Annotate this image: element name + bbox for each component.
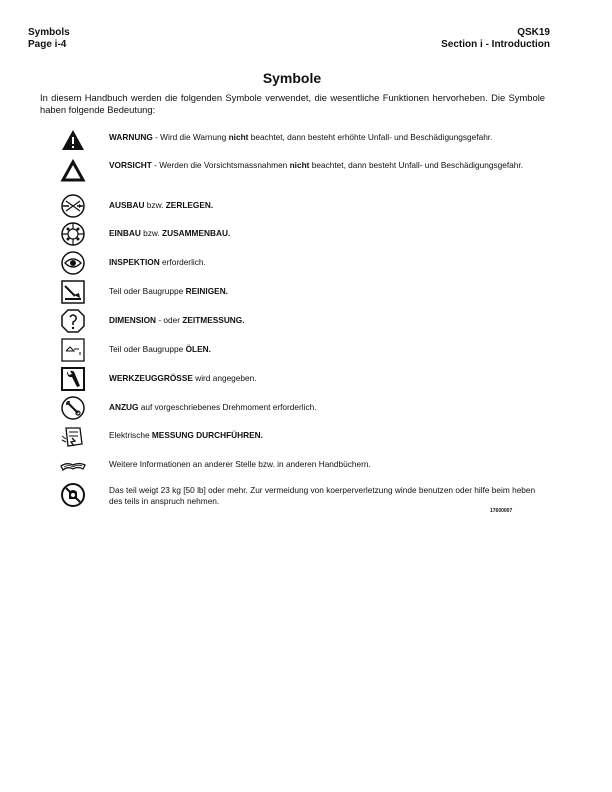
wrench-icon bbox=[60, 366, 86, 392]
inspection-eye-icon bbox=[60, 250, 86, 276]
symbol-description-caution: VORSICHT - Werden die Vorsichtsmassnahmen nicht beachtet, dann besteht Unfall- und Beschädigungsgefahr. bbox=[109, 160, 524, 170]
section-title: Section i - Introduction bbox=[441, 39, 550, 50]
caution-icon bbox=[60, 158, 86, 184]
symbol-description-more-info: Weitere Informationen an anderer Stelle bzw. in anderen Handbüchern. bbox=[109, 459, 371, 469]
torque-icon bbox=[60, 395, 86, 421]
electrical-measurement-icon bbox=[60, 424, 86, 450]
section-label: Symbols bbox=[28, 27, 70, 38]
figure-code: 17600007 bbox=[490, 508, 513, 514]
intro-paragraph: In diesem Handbuch werden die folgenden Symbole verwendet, die wesentliche Funktionen hervorheben. Die Symbole haben folgende Bedeutung: bbox=[40, 92, 545, 115]
symbol-description-clean: Teil oder Baugruppe REINIGEN. bbox=[109, 286, 228, 296]
oil-can-icon bbox=[60, 337, 86, 363]
manual-book-icon bbox=[60, 453, 86, 479]
symbol-description-heavy-part: Das teil weigt 23 kg [50 lb] oder mehr. Zur vermeidung von koerperverletzung winde benutzen oder hilfe beim heben des teils in anspruch nehmen. bbox=[109, 485, 536, 506]
page-header-right bbox=[441, 27, 550, 51]
symbol-description-oil: Teil oder Baugruppe ÖLEN. bbox=[109, 344, 211, 354]
page-header-left bbox=[28, 27, 70, 51]
page-title: Symbole bbox=[262, 70, 322, 86]
page-number: Page i-4 bbox=[28, 39, 67, 50]
warning-icon bbox=[60, 127, 86, 153]
heavy-weight-icon bbox=[60, 482, 86, 508]
symbol-description-measure: DIMENSION - oder ZEITMESSUNG. bbox=[109, 315, 245, 325]
symbol-description-electrical: Elektrische MESSUNG DURCHFÜHREN. bbox=[109, 430, 263, 440]
remove-disassemble-icon bbox=[60, 193, 86, 219]
symbol-description-warning: WARNUNG - Wird die Warnung nicht beachtet, dann besteht erhöhte Unfall- und Beschädigungsgefahr. bbox=[109, 132, 493, 142]
symbol-description-remove: AUSBAU bzw. ZERLEGEN. bbox=[109, 200, 214, 210]
clean-icon bbox=[60, 279, 86, 305]
symbol-description-install: EINBAU bzw. ZUSAMMENBAU. bbox=[109, 228, 231, 238]
install-assemble-icon bbox=[60, 221, 86, 247]
measure-icon bbox=[60, 308, 86, 334]
symbol-description-inspection: INSPEKTION erforderlich. bbox=[109, 257, 206, 267]
symbol-description-torque: ANZUG auf vorgeschriebenes Drehmoment erforderlich. bbox=[109, 402, 317, 412]
symbol-description-tool-size: WERKZEUGGRÖSSE wird angegeben. bbox=[109, 373, 257, 383]
model-label: QSK19 bbox=[517, 27, 550, 38]
